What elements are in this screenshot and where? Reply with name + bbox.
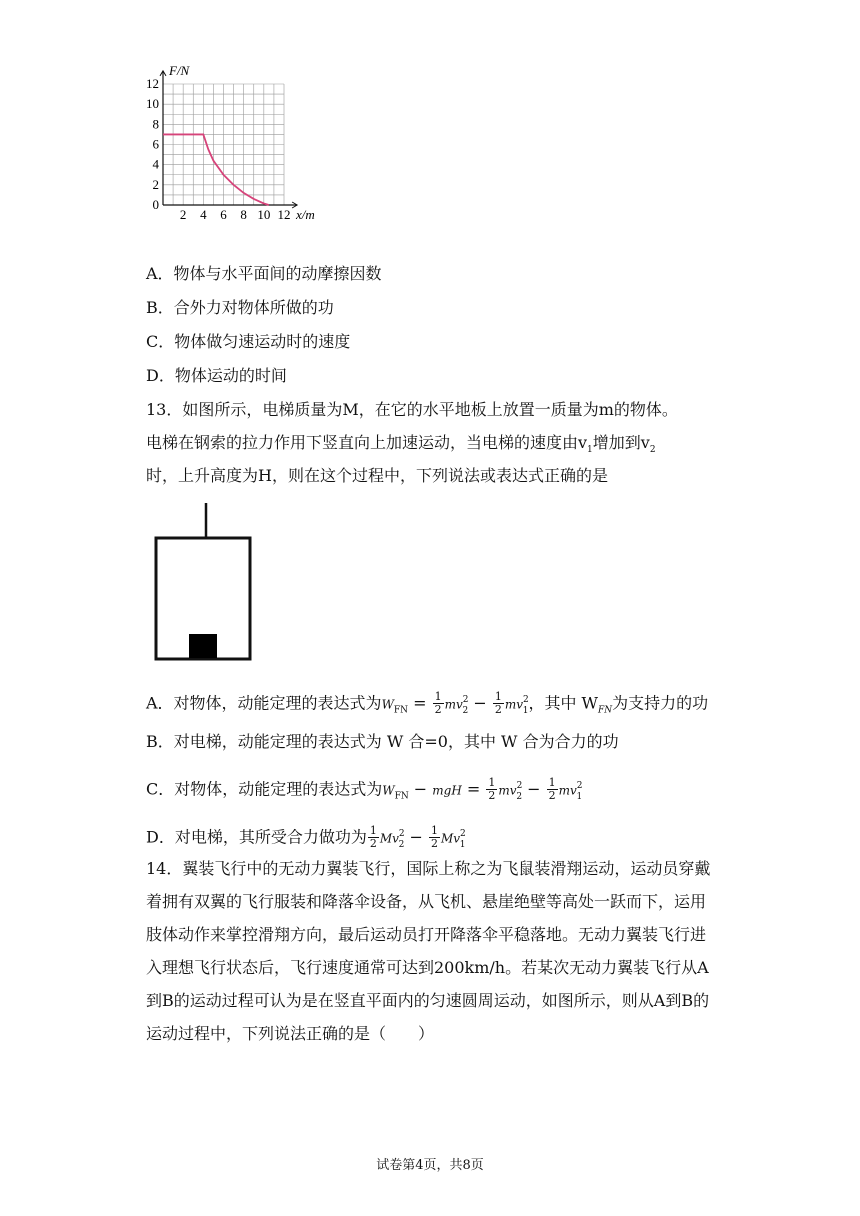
- question-13-line3: 时，上升高度为H，则在这个过程中，下列说法或表达式正确的是: [146, 466, 608, 485]
- option-13-b: B．对电梯，动能定理的表达式为 W 合=0，其中 W 合为合力的功: [146, 732, 619, 751]
- elevator-diagram: [150, 500, 260, 665]
- x-tick-label: 10: [257, 207, 271, 222]
- block-object: [189, 634, 217, 658]
- chart-grid: [163, 84, 284, 205]
- option-13-d: D．对电梯，其所受合力做功为 $\frac{1}{2}$ $Mv^2_2$ − $\frac{1}{2}$ $Mv^2_1$: [146, 824, 466, 851]
- x-tick-label: 12: [277, 207, 291, 222]
- chart-ylabel: F/N: [169, 62, 190, 78]
- force-curve: [163, 134, 269, 205]
- x-tick-label: 4: [200, 207, 207, 222]
- page-footer: 试卷第4页，共8页: [376, 1158, 484, 1173]
- y-tick-label: 12: [146, 76, 159, 91]
- y-tick-label: 2: [152, 176, 159, 192]
- chart-ticks: [146, 76, 291, 222]
- option-12-c: C．物体做匀速运动时的速度: [146, 332, 351, 351]
- question-13-line2: 电梯在钢索的拉力作用下竖直向上加速运动，当电梯的速度由$v_1$增加到$v_2$: [146, 433, 656, 456]
- option-12-b: B．合外力对物体所做的功: [146, 298, 334, 317]
- chart-xlabel: x/m: [296, 207, 315, 222]
- y-tick-label: 10: [146, 96, 159, 112]
- option-12-a: A．物体与水平面间的动摩擦因数: [146, 264, 382, 283]
- chart-series: [163, 134, 269, 205]
- x-tick-label: 6: [220, 207, 227, 222]
- y-tick-label: 4: [152, 156, 159, 172]
- force-displacement-chart: [140, 60, 330, 225]
- option-12-d: D．物体运动的时间: [146, 366, 287, 385]
- question-14-text: 14．翼装飞行中的无动力翼装飞行，国际上称之为飞鼠装滑翔运动，运动员穿戴着拥有双翼的飞行服装和降落伞设备，从飞机、悬崖绝壁等高处一跃而下，运用肢体动作来掌控滑翔方向，最后运动员打开降落伞平稳落地。无动力翼装飞行进入理想飞行状态后，飞行速度通常可达到200km/h。若某次无动力翼装飞行从A到B的运动过程可认为是在竖直平面内的匀速圆周运动，如图所示，则从A到B的运动过程中，下列说法正确的是（ ）: [146, 859, 711, 1043]
- chart-axes: [160, 71, 297, 208]
- option-13-c: C．对物体，动能定理的表达式为$W_{FN}$ − mgH = $\frac{1}{2}$ $mv^2_2$ − $\frac{1}{2}$ $mv^2_1$: [146, 776, 583, 803]
- y-tick-label: 0: [152, 197, 159, 212]
- y-tick-label: 6: [152, 136, 159, 152]
- y-tick-label: 8: [152, 116, 159, 132]
- question-13-line1: 13．如图所示，电梯质量为M，在它的水平地板上放置一质量为m的物体。: [146, 400, 678, 419]
- x-tick-label: 2: [179, 207, 187, 222]
- x-tick-label: 8: [240, 207, 247, 222]
- option-13-a: A．对物体，动能定理的表达式为$W_{FN}$ = $\frac{1}{2}$ $mv^2_2$ − $\frac{1}{2}$ $mv^2_1$，其中 $W_{FN}$为支持力的功: [146, 690, 709, 717]
